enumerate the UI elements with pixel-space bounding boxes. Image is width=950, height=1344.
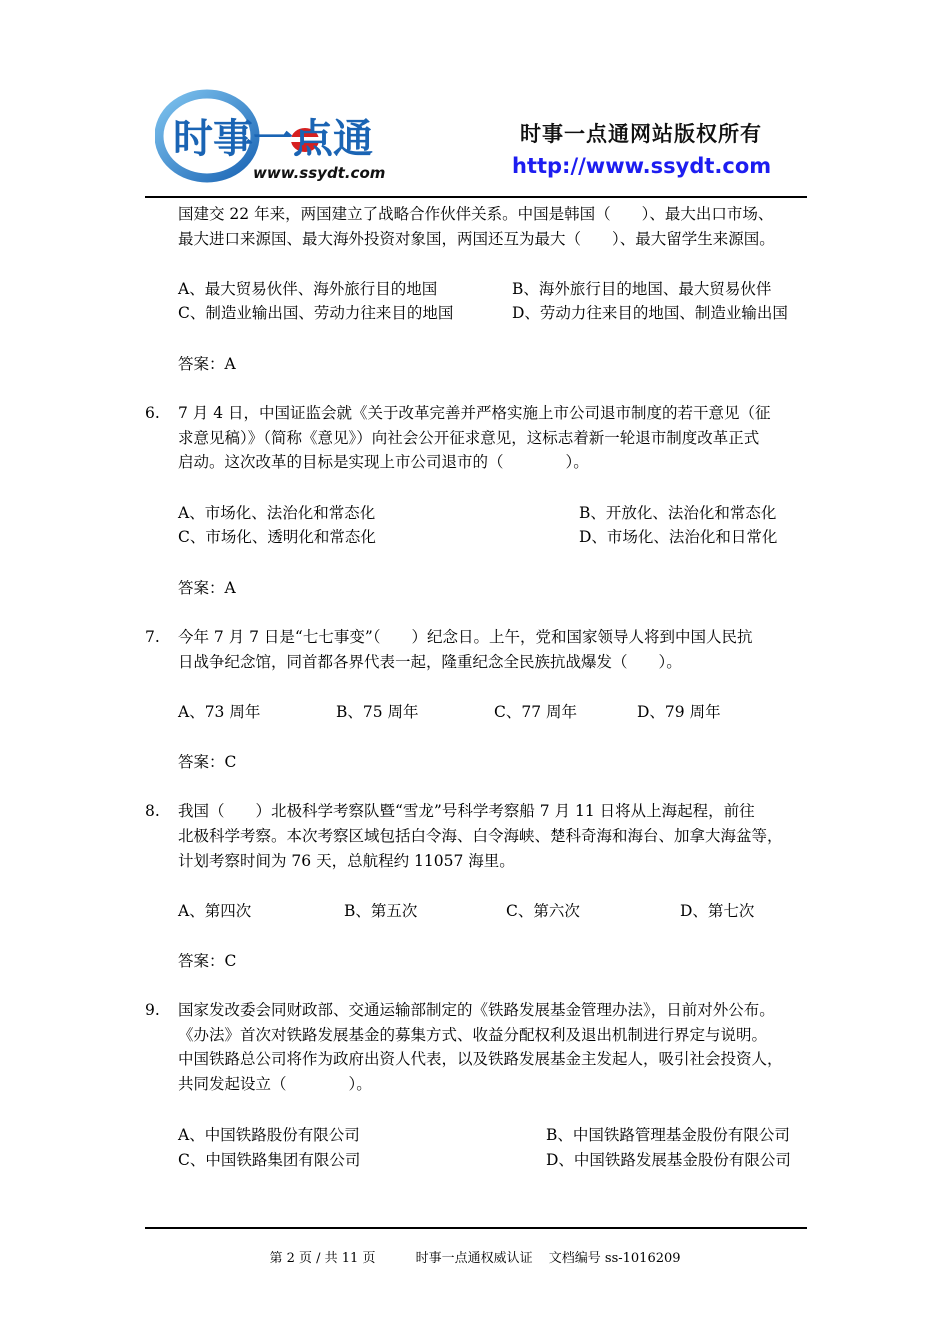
q7-option-d: D、79 周年 [637,703,721,721]
q9-stem-line: 国家发改委会同财政部、交通运输部制定的《铁路发展基金管理办法》，日前对外公布。 [178,1001,775,1019]
q8-number: 8. [145,802,160,820]
q7-number: 7. [145,628,160,646]
q8-option-a: A、第四次 [178,902,252,920]
q7-option-b: B、75 周年 [336,703,419,721]
q9-option-a: A、中国铁路股份有限公司 [178,1126,360,1144]
footer-rule [145,1227,807,1229]
q6-option-a: A、市场化、法治化和常态化 [178,504,376,522]
q8-option-d: D、第七次 [680,902,755,920]
q7-option-a: A、73 周年 [178,703,261,721]
q7-answer: 答案：C [178,753,237,771]
q9-option-b: B、中国铁路管理基金股份有限公司 [546,1126,790,1144]
q6-option-c: C、市场化、透明化和常态化 [178,528,376,546]
q8-option-b: B、第五次 [344,902,418,920]
q6-stem-line: 7 月 4 日，中国证监会就《关于改革完善并严格实施上市公司退市制度的若干意见（征 [178,404,771,422]
q6-stem-line: 求意见稿）》（简称《意见》）向社会公开征求意见，这标志着新一轮退市制度改革正式 [178,429,760,447]
q5-stem-line: 国建交 22 年来，两国建立了战略合作伙伴关系。中国是韩国（ ）、最大出口市场、 [178,205,774,223]
q5-option-c: C、制造业输出国、劳动力往来目的地国 [178,304,454,322]
q5-option-a: A、最大贸易伙伴、海外旅行目的地国 [178,280,438,298]
header-rule [145,196,807,198]
site-url-link[interactable]: http://www.ssydt.com [512,154,772,178]
copyright-notice: 时事一点通网站版权所有 [520,122,762,146]
q8-stem-line: 计划考察时间为 76 天，总航程约 11057 海里。 [178,852,515,870]
certification-text: 时事一点通权威认证 [415,1251,533,1266]
q5-stem-line: 最大进口来源国、最大海外投资对象国，两国还互为最大（ ）、最大留学生来源国。 [178,230,775,248]
q8-option-c: C、第六次 [506,902,580,920]
logo-url: www.ssydt.com [253,164,386,182]
q6-option-d: D、市场化、法治化和日常化 [579,528,778,546]
q9-stem-line: 《办法》首次对铁路发展基金的募集方式、收益分配权利及退出机制进行界定与说明。 [178,1026,768,1044]
ssydt-logo [155,88,417,188]
q9-number: 9. [145,1001,160,1019]
q5-option-d: D、劳动力往来目的地国、制造业输出国 [512,304,788,322]
q9-stem-line: 共同发起设立（ ）。 [178,1075,372,1093]
logo-graphic [155,88,417,188]
q9-option-c: C、中国铁路集团有限公司 [178,1151,361,1169]
q8-answer: 答案：C [178,952,237,970]
q9-option-d: D、中国铁路发展基金股份有限公司 [546,1151,791,1169]
q6-stem-line: 启动。这次改革的目标是实现上市公司退市的（ ）。 [178,453,589,471]
page-number: 第 2 页 / 共 11 页 [269,1251,376,1266]
q5-option-b: B、海外旅行目的地国、最大贸易伙伴 [512,280,772,298]
q5-answer: 答案：A [178,355,236,373]
q7-option-c: C、77 周年 [494,703,578,721]
q6-answer: 答案：A [178,579,236,597]
page-footer [0,1247,950,1266]
logo-text: 时事一点通 [173,116,373,162]
q6-option-b: B、开放化、法治化和常态化 [579,504,777,522]
q8-stem-line: 北极科学考察。本次考察区域包括白令海、白令海峡、楚科奇海和海台、加拿大海盆等， [178,827,783,845]
q8-stem-line: 我国（ ）北极科学考察队暨“雪龙”号科学考察船 7 月 11 日将从上海起程，前往 [178,802,755,820]
document-number: 文档编号 ss-1016209 [548,1251,681,1266]
q7-stem-line: 日战争纪念馆，同首都各界代表一起，隆重纪念全民族抗战爆发（ ）。 [178,653,682,671]
q6-number: 6. [145,404,160,422]
q9-stem-line: 中国铁路总公司将作为政府出资人代表，以及铁路发展基金主发起人，吸引社会投资人， [178,1050,783,1068]
q7-stem-line: 今年 7 月 7 日是“七七事变”（ ）纪念日。上午，党和国家领导人将到中国人民抗 [178,628,753,646]
